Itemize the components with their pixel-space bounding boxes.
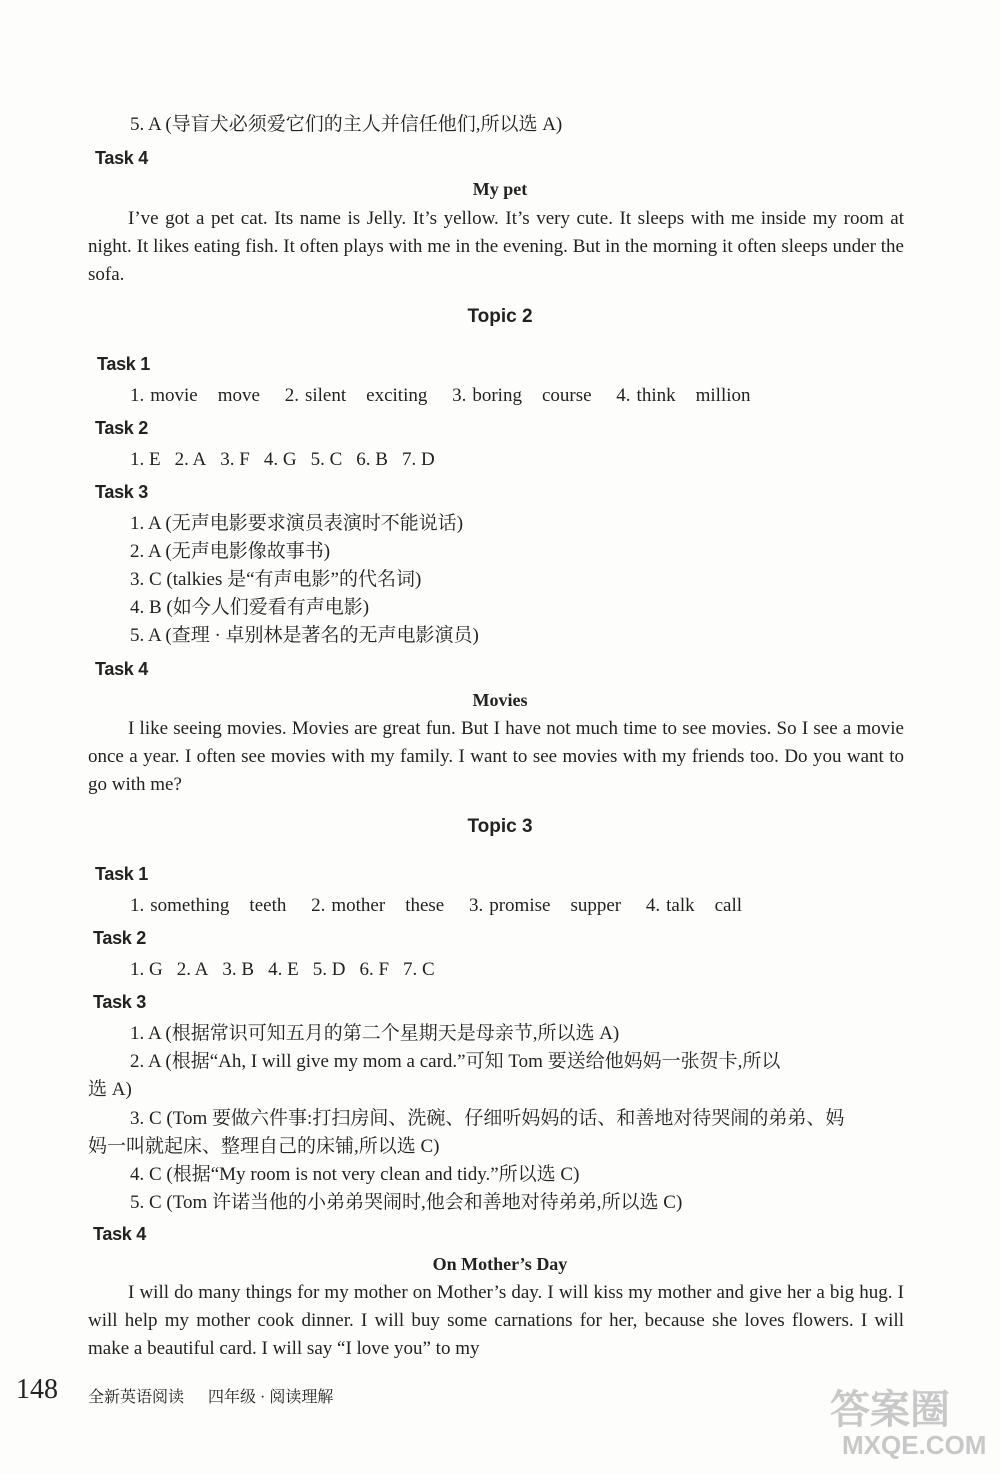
answer-key: 4. G <box>263 449 297 470</box>
answer-key: 7. C <box>403 959 435 980</box>
answer-key: 2. A <box>176 959 209 980</box>
word: call <box>714 895 743 916</box>
answer-line: 3. C (Tom 要做六件事:打扫房间、洗碗、仔细听妈妈的话、和善地对待哭闹的弟弟、妈 <box>130 1108 845 1129</box>
answer-line: 3. C (talkies 是“有声电影”的代名词) <box>130 569 422 590</box>
topic-heading: Topic 2 <box>467 306 533 327</box>
topic-heading: Topic 3 <box>467 816 533 837</box>
task-heading: Task 4 <box>93 1224 146 1244</box>
task-heading: Task 4 <box>95 659 148 679</box>
item-number: 4. <box>616 385 631 406</box>
essay-paragraph <box>88 715 904 799</box>
answer-line-continued: 选 A) <box>88 1079 132 1100</box>
answer-key: 6. F <box>359 959 390 980</box>
item-number: 1. <box>130 385 145 406</box>
book-grade: 四年级 · 阅读理解 <box>208 1389 334 1406</box>
answer-line: 2. A (无声电影像故事书) <box>130 541 331 562</box>
word: talk <box>666 895 695 916</box>
word: these <box>405 895 445 916</box>
task-heading: Task 3 <box>93 992 146 1012</box>
essay-title: Movies <box>472 690 528 710</box>
answer-key: 7. D <box>401 449 435 470</box>
answer-key: 2. A <box>174 449 207 470</box>
word: think <box>636 385 676 406</box>
task-heading: Task 1 <box>95 864 148 884</box>
essay-paragraph <box>88 1279 904 1363</box>
essay-text: I’ve got a pet cat. Its name is Jelly. It’s yellow. It’s very cute. It sleeps with me inside my room at night. It likes eating fish. It often plays with me in the evening. But in the morning it often sleeps under the sofa. <box>88 208 904 285</box>
watermark-url: MXQE.COM <box>842 1430 987 1460</box>
answer-line: 5. A (导盲犬必须爱它们的主人并信任他们,所以选 A) <box>130 114 563 135</box>
answer-line: 1. A (根据常识可知五月的第二个星期天是母亲节,所以选 A) <box>130 1023 620 1044</box>
answer-line: 4. B (如今人们爱看有声电影) <box>130 597 370 618</box>
word-list <box>130 382 771 410</box>
watermark-logo: 答案圈 <box>830 1388 950 1432</box>
word-list <box>130 892 762 920</box>
task-heading: Task 1 <box>97 354 150 374</box>
essay-text: I like seeing movies. Movies are great fun. But I have not much time to see movies. So I see a movie once a year. I often see movies with my family. I want to see movies with my friends too. Do you want to go with me? <box>88 718 904 795</box>
word: promise <box>489 895 551 916</box>
answer-line: 2. A (根据“Ah, I will give my mom a card.”可知 Tom 要送给他妈妈一张贺卡,所以 <box>130 1051 781 1072</box>
essay-text: I will do many things for my mother on Mother’s day. I will kiss my mother and give her a big hug. I will help my mother cook dinner. I will buy some carnations for her, because she loves flowers. I will make a beautiful card. I will say “I love you” to my <box>88 1282 904 1359</box>
word: course <box>541 385 592 406</box>
answer-line: 1. A (无声电影要求演员表演时不能说话) <box>130 513 464 534</box>
item-number: 4. <box>645 895 661 916</box>
answer-line-continued: 妈一叫就起床、整理自己的床铺,所以选 C) <box>88 1136 440 1157</box>
answer-key: 5. D <box>312 959 346 980</box>
answer-key: 1. G <box>130 959 163 980</box>
task-heading: Task 4 <box>95 148 148 168</box>
answer-line: 5. A (查理 · 卓别林是著名的无声电影演员) <box>130 625 479 646</box>
item-number: 1. <box>130 895 145 916</box>
answer-key: 4. E <box>268 959 299 980</box>
answer-key: 3. B <box>222 959 255 980</box>
word: move <box>217 385 260 406</box>
answer-line: 5. C (Tom 许诺当他的小弟弟哭闹时,他会和善地对待弟弟,所以选 C) <box>130 1192 683 1213</box>
word: teeth <box>249 895 287 916</box>
task-heading: Task 3 <box>95 482 148 502</box>
word: million <box>695 385 751 406</box>
answer-key: 3. F <box>220 449 250 470</box>
answer-key-row <box>130 446 449 474</box>
word: something <box>150 895 230 916</box>
word: silent <box>304 385 347 406</box>
answer-line: 4. C (根据“My room is not very clean and tidy.”所以选 C) <box>130 1164 580 1185</box>
task-heading: Task 2 <box>93 928 146 948</box>
essay-title: My pet <box>472 179 528 199</box>
item-number: 2. <box>311 895 326 916</box>
word: supper <box>570 895 622 916</box>
essay-paragraph <box>88 205 904 289</box>
item-number: 2. <box>284 385 299 406</box>
item-number: 3. <box>452 385 467 406</box>
page-number: 148 <box>16 1374 58 1405</box>
essay-title: On Mother’s Day <box>432 1254 568 1274</box>
answer-key: 1. E <box>130 449 161 470</box>
answer-key-row <box>130 956 449 984</box>
word: exciting <box>366 385 428 406</box>
answer-key: 5. C <box>310 449 343 470</box>
word: boring <box>472 385 522 406</box>
word: mother <box>331 895 386 916</box>
word: movie <box>150 385 198 406</box>
task-heading: Task 2 <box>95 418 148 438</box>
book-title: 全新英语阅读 <box>88 1389 185 1406</box>
answer-key: 6. B <box>356 449 388 470</box>
item-number: 3. <box>468 895 484 916</box>
